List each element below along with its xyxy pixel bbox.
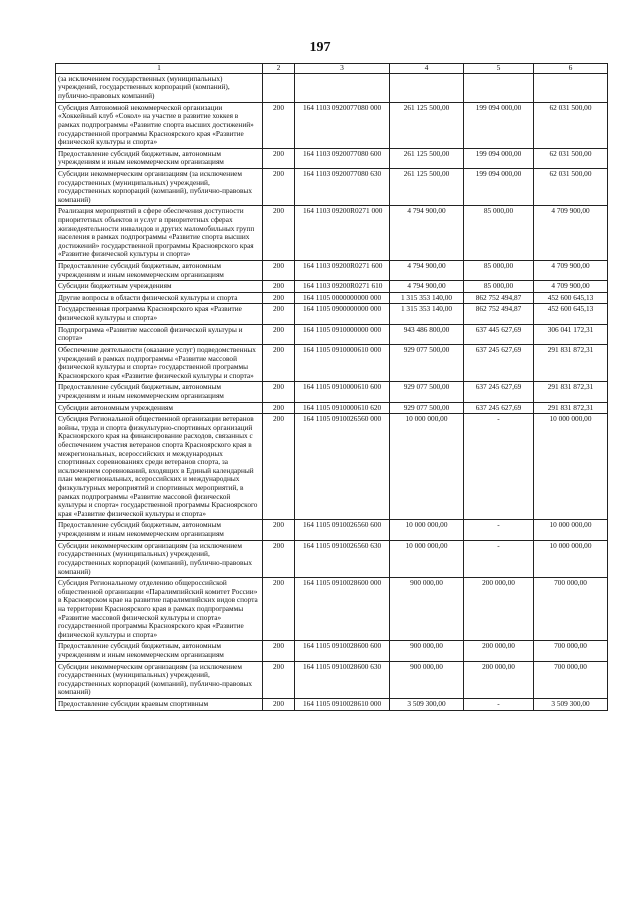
row-amount-approved-cell: 10 000 000,00	[390, 414, 464, 520]
column-header: 5	[464, 64, 534, 74]
budget-table	[55, 63, 608, 711]
row-amount-executed-cell: 637 245 627,69	[464, 402, 534, 414]
table-row	[56, 168, 608, 205]
row-name-cell: Субсидии бюджетным учреждениям	[56, 281, 263, 293]
row-name-cell: Субсидия Автономной некоммерческой организации «Хоккейный клуб «Сокол» на участие в развитие хоккея в рамках подпрограммы «Развитие спорта высших достижений» государственной программы Красноярского края «Развитие физической культуры и спорта»	[56, 102, 263, 148]
row-classification-code-cell: 164 1103 09200R0271 600	[295, 261, 390, 281]
table-row	[56, 73, 608, 102]
row-amount-remaining-cell: 700 000,00	[534, 578, 608, 641]
row-name-cell: Предоставление субсидий бюджетным, автономным учреждениям и иным некоммерческим организациям	[56, 520, 263, 540]
table-row	[56, 281, 608, 293]
row-amount-executed-cell: 199 094 000,00	[464, 168, 534, 205]
table-row	[56, 148, 608, 168]
row-amount-approved-cell: 261 125 500,00	[390, 102, 464, 148]
row-amount-remaining-cell: 306 041 172,31	[534, 324, 608, 344]
row-code-cell: 200	[263, 324, 295, 344]
row-amount-approved-cell: 900 000,00	[390, 661, 464, 698]
row-code-cell: 200	[263, 540, 295, 577]
row-amount-executed-cell: 637 245 627,69	[464, 344, 534, 381]
table-row	[56, 641, 608, 661]
row-amount-approved-cell: 943 486 800,00	[390, 324, 464, 344]
table-row	[56, 102, 608, 148]
row-amount-approved-cell: 1 315 353 140,00	[390, 304, 464, 324]
row-classification-code-cell: 164 1103 0920077080 630	[295, 168, 390, 205]
row-amount-remaining-cell: 452 600 645,13	[534, 292, 608, 304]
row-amount-approved-cell: 3 509 300,00	[390, 699, 464, 711]
row-amount-remaining-cell: 4 709 900,00	[534, 261, 608, 281]
row-amount-executed-cell: -	[464, 414, 534, 520]
row-classification-code-cell: 164 1103 0920077080 600	[295, 148, 390, 168]
row-name-cell: Подпрограмма «Развитие массовой физической культуры и спорта»	[56, 324, 263, 344]
row-amount-approved-cell: 10 000 000,00	[390, 540, 464, 577]
row-amount-approved-cell: 261 125 500,00	[390, 148, 464, 168]
row-amount-remaining-cell: 700 000,00	[534, 661, 608, 698]
row-classification-code-cell: 164 1105 0910000610 620	[295, 402, 390, 414]
row-amount-executed-cell: 862 752 494,87	[464, 292, 534, 304]
row-code-cell: 200	[263, 148, 295, 168]
row-code-cell: 200	[263, 661, 295, 698]
table-row	[56, 324, 608, 344]
row-amount-approved-cell: 4 794 900,00	[390, 281, 464, 293]
row-code-cell: 200	[263, 402, 295, 414]
row-classification-code-cell: 164 1105 0900000000 000	[295, 304, 390, 324]
row-classification-code-cell: 164 1105 0910026560 000	[295, 414, 390, 520]
row-amount-remaining-cell	[534, 73, 608, 102]
row-amount-remaining-cell: 291 831 872,31	[534, 402, 608, 414]
row-code-cell: 200	[263, 168, 295, 205]
row-classification-code-cell: 164 1105 0910028600 600	[295, 641, 390, 661]
row-name-cell: Предоставление субсидий бюджетным, автономным учреждениям и иным некоммерческим организациям	[56, 382, 263, 402]
row-amount-approved-cell: 929 077 500,00	[390, 402, 464, 414]
row-amount-approved-cell: 4 794 900,00	[390, 261, 464, 281]
row-code-cell: 200	[263, 261, 295, 281]
row-amount-approved-cell	[390, 73, 464, 102]
row-code-cell: 200	[263, 206, 295, 261]
row-amount-executed-cell: 200 000,00	[464, 641, 534, 661]
row-code-cell: 200	[263, 641, 295, 661]
row-name-cell: Субсидии автономным учреждениям	[56, 402, 263, 414]
row-name-cell: Обеспечение деятельности (оказание услуг) подведомственных учреждений в рамках подпрограммы «Развитие массовой физической культуры и спорта» государственной программы Красноярского края «Развитие физической культуры и спорта»	[56, 344, 263, 381]
row-classification-code-cell: 164 1103 0920077080 000	[295, 102, 390, 148]
row-amount-remaining-cell: 62 031 500,00	[534, 102, 608, 148]
table-row	[56, 261, 608, 281]
row-amount-executed-cell: 637 245 627,69	[464, 382, 534, 402]
column-header: 2	[263, 64, 295, 74]
table-row	[56, 292, 608, 304]
row-code-cell: 200	[263, 520, 295, 540]
row-amount-approved-cell: 10 000 000,00	[390, 520, 464, 540]
row-amount-remaining-cell: 4 709 900,00	[534, 206, 608, 261]
row-code-cell: 200	[263, 414, 295, 520]
row-amount-approved-cell: 900 000,00	[390, 641, 464, 661]
row-name-cell: Предоставление субсидий бюджетным, автономным учреждениям и иным некоммерческим организациям	[56, 148, 263, 168]
row-amount-executed-cell	[464, 73, 534, 102]
column-header: 1	[56, 64, 263, 74]
row-amount-approved-cell: 900 000,00	[390, 578, 464, 641]
row-code-cell: 200	[263, 304, 295, 324]
row-name-cell: Государственная программа Красноярского края «Развитие физической культуры и спорта»	[56, 304, 263, 324]
table-row	[56, 661, 608, 698]
table-row	[56, 520, 608, 540]
row-name-cell: Реализация мероприятий в сфере обеспечения доступности приоритетных объектов и услуг в приоритетных сферах жизнедеятельности инвалидов и других маломобильных групп населения в рамках подпрограммы «Развитие спорта высших достижений» государственной программы Красноярского края «Развитие физической культуры и спорта»	[56, 206, 263, 261]
table-row	[56, 578, 608, 641]
row-name-cell: Предоставление субсидий бюджетным, автономным учреждениям и иным некоммерческим организациям	[56, 641, 263, 661]
row-amount-remaining-cell: 10 000 000,00	[534, 540, 608, 577]
column-header: 6	[534, 64, 608, 74]
row-name-cell: (за исключением государственных (муниципальных) учреждений, государственных корпораций (компаний), публично-правовых компаний)	[56, 73, 263, 102]
row-amount-executed-cell: -	[464, 540, 534, 577]
row-amount-remaining-cell: 291 831 872,31	[534, 382, 608, 402]
table-row	[56, 540, 608, 577]
row-amount-executed-cell: -	[464, 699, 534, 711]
page-number: 197	[309, 40, 331, 55]
row-classification-code-cell: 164 1105 0910028600 630	[295, 661, 390, 698]
row-amount-remaining-cell: 4 709 900,00	[534, 281, 608, 293]
row-classification-code-cell: 164 1105 0910000610 000	[295, 344, 390, 381]
row-name-cell: Субсидия Региональной общественной организации ветеранов войны, труда и спорта физкультурно-спортивных организаций Красноярского края на финансирование расходов, связанных с обеспечением участия ветеранов спорта Красноярского края в межрегиональных, всероссийских и международных спортивных соревнованиях среди ветеранов спорта, за исключением соревнований, входящих в Единый календарный план межрегиональных, всероссийских и международных физкультурных мероприятий и спортивных мероприятий, в рамках подпрограммы «Развитие массовой физической культуры и спорта» государственной программы Красноярского края «Развитие физической культуры и спорта»	[56, 414, 263, 520]
row-code-cell	[263, 73, 295, 102]
row-amount-remaining-cell: 3 509 300,00	[534, 699, 608, 711]
row-amount-remaining-cell: 700 000,00	[534, 641, 608, 661]
table-row	[56, 206, 608, 261]
row-classification-code-cell: 164 1105 0000000000 000	[295, 292, 390, 304]
row-classification-code-cell: 164 1105 0910026560 600	[295, 520, 390, 540]
column-header: 4	[390, 64, 464, 74]
row-classification-code-cell: 164 1105 0910026560 630	[295, 540, 390, 577]
row-code-cell: 200	[263, 344, 295, 381]
row-amount-executed-cell: 862 752 494,87	[464, 304, 534, 324]
row-amount-executed-cell: 199 094 000,00	[464, 148, 534, 168]
row-code-cell: 200	[263, 281, 295, 293]
row-amount-remaining-cell: 62 031 500,00	[534, 148, 608, 168]
row-amount-executed-cell: 200 000,00	[464, 661, 534, 698]
row-classification-code-cell: 164 1103 09200R0271 000	[295, 206, 390, 261]
row-amount-executed-cell: 637 445 627,69	[464, 324, 534, 344]
row-classification-code-cell: 164 1105 0910028610 000	[295, 699, 390, 711]
row-name-cell: Предоставление субсидий бюджетным, автономным учреждениям и иным некоммерческим организациям	[56, 261, 263, 281]
table-row	[56, 699, 608, 711]
row-amount-executed-cell: -	[464, 520, 534, 540]
row-amount-executed-cell: 85 000,00	[464, 206, 534, 261]
table-row	[56, 304, 608, 324]
row-amount-approved-cell: 1 315 353 140,00	[390, 292, 464, 304]
row-amount-executed-cell: 85 000,00	[464, 261, 534, 281]
row-amount-remaining-cell: 62 031 500,00	[534, 168, 608, 205]
row-amount-approved-cell: 261 125 500,00	[390, 168, 464, 205]
row-classification-code-cell: 164 1105 0910000610 600	[295, 382, 390, 402]
row-name-cell: Субсидии некоммерческим организациям (за исключением государственных (муниципальных) учреждений, государственных корпораций (компаний), публично-правовых компаний)	[56, 540, 263, 577]
table-row	[56, 382, 608, 402]
row-code-cell: 200	[263, 102, 295, 148]
row-amount-executed-cell: 199 094 000,00	[464, 102, 534, 148]
row-amount-remaining-cell: 10 000 000,00	[534, 414, 608, 520]
row-name-cell: Субсидии некоммерческим организациям (за исключением государственных (муниципальных) учреждений, государственных корпораций (компаний), публично-правовых компаний)	[56, 168, 263, 205]
table-row	[56, 414, 608, 520]
row-code-cell: 200	[263, 699, 295, 711]
table-body	[56, 73, 608, 710]
row-amount-approved-cell: 4 794 900,00	[390, 206, 464, 261]
table-row	[56, 344, 608, 381]
table-header-row	[56, 64, 608, 74]
row-code-cell: 200	[263, 382, 295, 402]
row-name-cell: Субсидия Региональному отделению общероссийской общественной организации «Паралимпийский комитет России» в Красноярском крае на развитие паралимпийских видов спорта на территории Красноярского края в рамках подпрограммы «Развитие массовой физической культуры и спорта» государственной программы Красноярского края «Развитие физической культуры и спорта»	[56, 578, 263, 641]
row-classification-code-cell: 164 1105 0910028600 000	[295, 578, 390, 641]
row-code-cell: 200	[263, 292, 295, 304]
row-amount-approved-cell: 929 077 500,00	[390, 382, 464, 402]
row-classification-code-cell: 164 1103 09200R0271 610	[295, 281, 390, 293]
row-amount-remaining-cell: 452 600 645,13	[534, 304, 608, 324]
row-classification-code-cell: 164 1105 0910000000 000	[295, 324, 390, 344]
row-name-cell: Субсидии некоммерческим организациям (за исключением государственных (муниципальных) учреждений, государственных корпораций (компаний), публично-правовых компаний)	[56, 661, 263, 698]
column-header: 3	[295, 64, 390, 74]
row-amount-remaining-cell: 10 000 000,00	[534, 520, 608, 540]
row-name-cell: Другие вопросы в области физической культуры и спорта	[56, 292, 263, 304]
row-code-cell: 200	[263, 578, 295, 641]
row-classification-code-cell	[295, 73, 390, 102]
row-amount-executed-cell: 85 000,00	[464, 281, 534, 293]
row-amount-approved-cell: 929 077 500,00	[390, 344, 464, 381]
row-amount-executed-cell: 200 000,00	[464, 578, 534, 641]
row-amount-remaining-cell: 291 831 872,31	[534, 344, 608, 381]
table-row	[56, 402, 608, 414]
row-name-cell: Предоставление субсидии краевым спортивным	[56, 699, 263, 711]
